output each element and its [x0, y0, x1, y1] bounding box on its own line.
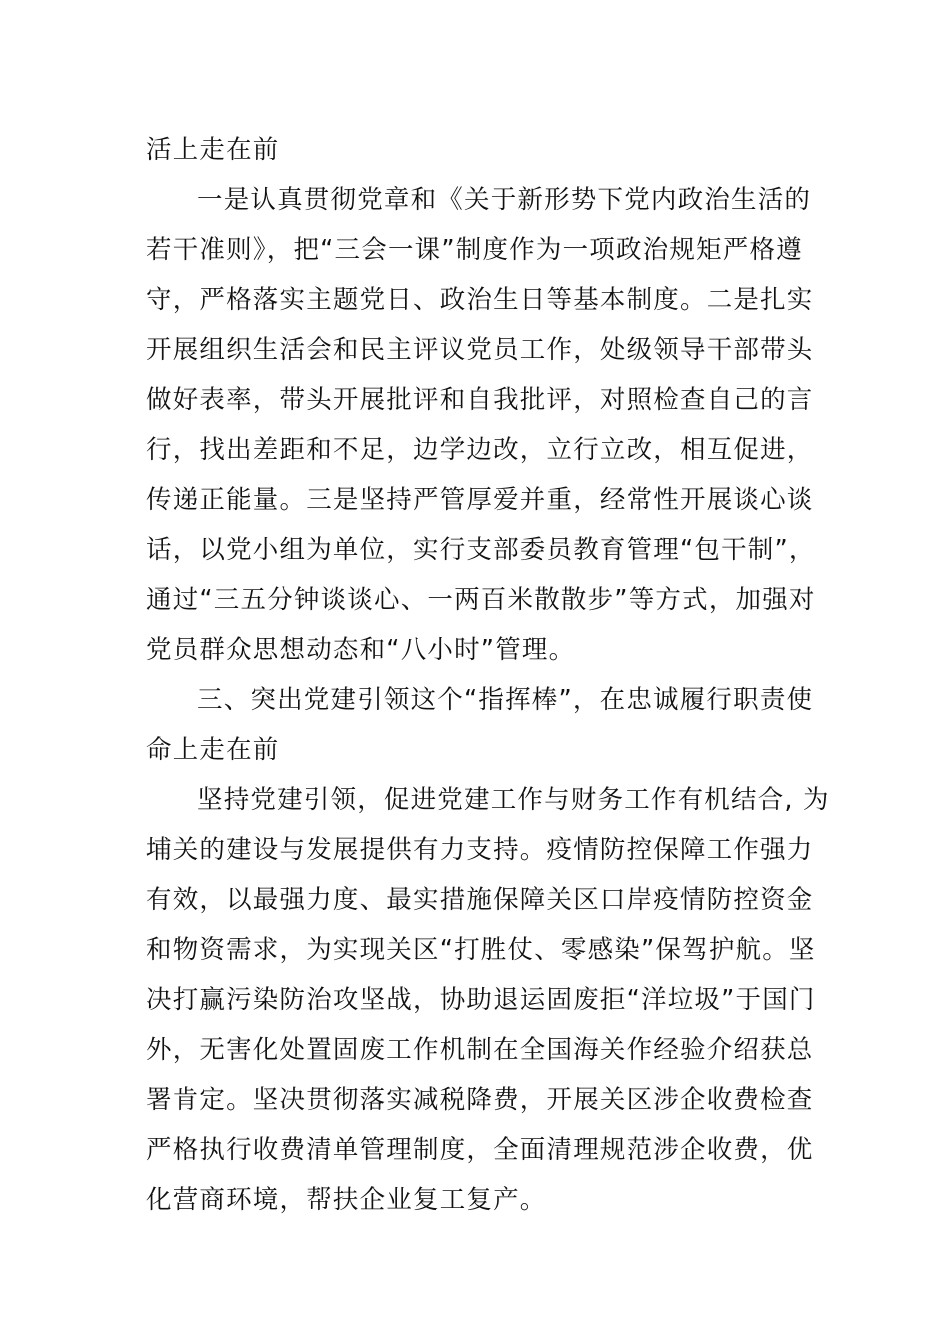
paragraph-line: 化营商环境，帮扶企业复工复产。 [146, 1185, 547, 1215]
paragraph-line: 严格执行收费清单管理制度，全面清理规范涉企收费，优 [146, 1135, 814, 1165]
paragraph-line: 通过“三五分钟谈谈心、一两百米散散步”等方式，加强对 [146, 585, 816, 615]
paragraph-line: 外，无害化处置固废工作机制在全国海关作经验介绍获总 [146, 1035, 814, 1065]
paragraph-line: 话，以党小组为单位，实行支部委员教育管理“包干制”， [146, 535, 816, 565]
paragraph-line: 党员群众思想动态和“八小时”管理。 [146, 635, 576, 665]
paragraph-line: 一是认真贯彻党章和《关于新形势下党内政治生活的 [197, 185, 812, 215]
paragraph-line: 坚持党建引领，促进党建工作与财务工作有机结合, 为 [197, 785, 830, 815]
paragraph-line: 传递正能量。三是坚持严管厚爱并重，经常性开展谈心谈 [146, 485, 814, 515]
section-heading: 三、突出党建引领这个“指挥棒”，在忠诚履行职责使 [197, 685, 814, 715]
section-heading-continuation: 命上走在前 [146, 735, 280, 765]
paragraph-line: 开展组织生活会和民主评议党员工作，处级领导干部带头 [146, 335, 814, 365]
section-title-continuation: 活上走在前 [146, 135, 280, 165]
paragraph-line: 守，严格落实主题党日、政治生日等基本制度。二是扎实 [146, 285, 814, 315]
paragraph-line: 行，找出差距和不足，边学边改，立行立改，相互促进， [146, 435, 814, 465]
paragraph-line: 做好表率，带头开展批评和自我批评，对照检查自己的言 [146, 385, 814, 415]
document-body [146, 125, 830, 1225]
paragraph-line: 埔关的建设与发展提供有力支持。疫情防控保障工作强力 [146, 835, 814, 865]
paragraph-line: 和物资需求，为实现关区“打胜仗、零感染”保驾护航。坚 [146, 935, 816, 965]
paragraph-line: 若干准则》，把“三会一课”制度作为一项政治规矩严格遵 [146, 235, 803, 265]
paragraph-line: 有效，以最强力度、最实措施保障关区口岸疫情防控资金 [146, 885, 814, 915]
paragraph-line: 署肯定。坚决贯彻落实减税降费，开展关区涉企收费检查 [146, 1085, 814, 1115]
paragraph-line: 决打赢污染防治攻坚战，协助退运固废拒“洋垃圾”于国门 [146, 985, 816, 1015]
